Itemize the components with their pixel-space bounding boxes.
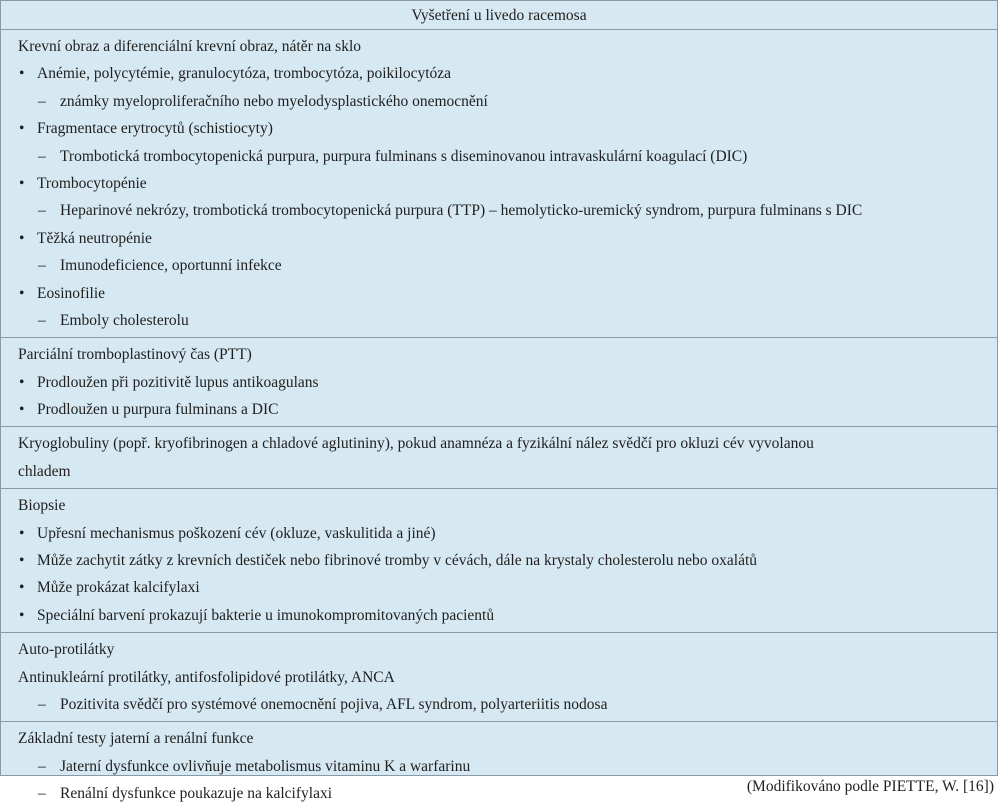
dash-item xyxy=(1,197,997,224)
bullet-marker: • xyxy=(19,65,25,83)
line-text: Antinukleární protilátky, antifosfolipidové protilátky, ANCA xyxy=(18,668,395,686)
bullet-item xyxy=(1,225,997,252)
dash-marker: – xyxy=(38,311,46,329)
section-heading xyxy=(1,33,997,60)
section-heading xyxy=(1,725,997,752)
line-text: Auto-protilátky xyxy=(18,641,115,659)
line-text: Anémie, polycytémie, granulocytóza, trombocytóza, poikilocytóza xyxy=(37,65,452,83)
bullet-marker: • xyxy=(19,401,25,419)
line-text: Může zachytit zátky z krevních destiček nebo fibrinové tromby v cévách, dále na krystaly cholesterolu nebo oxalátů xyxy=(37,552,758,570)
dash-item xyxy=(1,307,997,334)
section-ptt xyxy=(1,338,997,427)
line-text: Emboly cholesterolu xyxy=(60,311,189,329)
bullet-item xyxy=(1,520,997,547)
bullet-marker: • xyxy=(19,120,25,138)
line-text: Může prokázat kalcifylaxi xyxy=(37,579,200,597)
section-auto-protilatky xyxy=(1,633,997,722)
line-text: Upřesní mechanismus poškození cév (okluze, vaskulitida a jiné) xyxy=(37,524,436,542)
line-text: Imunodeficience, oportunní infekce xyxy=(60,257,282,275)
source-credit: (Modifikováno podle PIETTE, W. [16]) xyxy=(746,778,994,795)
table-body xyxy=(1,30,997,811)
bullet-item xyxy=(1,369,997,396)
line-text: Jaterní dysfunkce ovlivňuje metabolismus vitaminu K a warfarinu xyxy=(60,757,471,775)
table-title: Vyšetření u livedo racemosa xyxy=(1,1,997,30)
line-text: Krevní obraz a diferenciální krevní obraz, nátěr na sklo xyxy=(18,38,361,55)
line-text: Heparinové nekrózy, trombotická trombocytopenická purpura (TTP) – hemolyticko-uremický syndrom, purpura fulminans s DIC xyxy=(60,202,863,220)
section-biopsie xyxy=(1,489,997,633)
dash-marker: – xyxy=(38,257,46,275)
section-krevni-obraz xyxy=(1,30,997,338)
line-text: chladem xyxy=(18,462,71,480)
section-heading xyxy=(1,492,997,519)
section-heading xyxy=(1,664,997,691)
line-text: Kryoglobuliny (popř. kryofibrinogen a chladové aglutininy), pokud anamnéza a fyzikální nález svědčí pro okluzi cév vyvolanou xyxy=(18,435,814,453)
dash-item xyxy=(1,143,997,170)
line-text: Parciální tromboplastinový čas (PTT) xyxy=(18,346,252,364)
dash-item xyxy=(1,88,997,115)
section-kryoglobuliny xyxy=(1,427,997,489)
dash-marker: – xyxy=(38,785,46,803)
line-text: Speciální barvení prokazují bakterie u imunokompromitovaných pacientů xyxy=(37,606,495,624)
line-text: Pozitivita svědčí pro systémové onemocnění pojiva, AFL syndrom, polyarteriitis nodosa xyxy=(60,695,608,713)
line-text: Těžká neutropénie xyxy=(37,229,152,247)
bullet-item xyxy=(1,115,997,142)
bullet-item xyxy=(1,574,997,601)
line-text: Eosinofilie xyxy=(37,284,106,302)
bullet-item xyxy=(1,602,997,629)
bullet-item xyxy=(1,60,997,87)
bullet-item xyxy=(1,396,997,423)
dash-marker: – xyxy=(38,757,46,775)
bullet-item xyxy=(1,280,997,307)
bullet-marker: • xyxy=(19,606,25,624)
bullet-item xyxy=(1,547,997,574)
dash-marker: – xyxy=(38,695,46,713)
dash-item xyxy=(1,252,997,279)
section-heading xyxy=(1,430,997,457)
section-heading xyxy=(1,341,997,368)
line-text: známky myeloproliferačního nebo myelodysplastického onemocnění xyxy=(60,92,488,110)
bullet-marker: • xyxy=(19,552,25,570)
line-text: Prodloužen při pozitivitě lupus antikoagulans xyxy=(37,373,319,391)
bullet-marker: • xyxy=(19,174,25,192)
line-text: Renální dysfunkce poukazuje na kalcifylaxi xyxy=(60,785,333,803)
bullet-marker: • xyxy=(19,524,25,542)
bullet-item xyxy=(1,170,997,197)
dash-marker: – xyxy=(38,92,46,110)
bullet-marker: • xyxy=(19,229,25,247)
bullet-marker: • xyxy=(19,373,25,391)
line-text: Základní testy jaterní a renální funkce xyxy=(18,730,254,748)
line-text: Trombocytopénie xyxy=(37,174,147,192)
bullet-marker: • xyxy=(19,579,25,597)
line-text: Trombotická trombocytopenická purpura, purpura fulminans s diseminovanou intravaskulární koagulací (DIC) xyxy=(60,147,748,165)
dash-item xyxy=(1,691,997,718)
section-heading xyxy=(1,636,997,663)
line-text: Fragmentace erytrocytů (schistiocyty) xyxy=(37,120,273,138)
line-text: Biopsie xyxy=(18,497,66,515)
section-heading xyxy=(1,458,997,485)
bullet-marker: • xyxy=(19,284,25,302)
line-text: Prodloužen u purpura fulminans a DIC xyxy=(37,401,279,419)
dash-marker: – xyxy=(38,202,46,220)
dash-marker: – xyxy=(38,147,46,165)
